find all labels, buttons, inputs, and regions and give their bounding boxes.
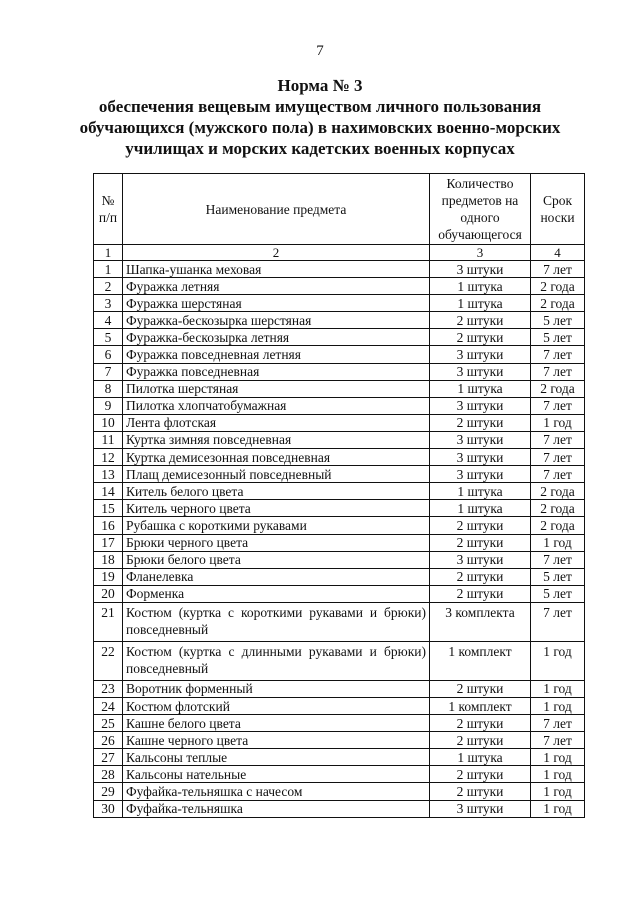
table-row <box>94 380 585 397</box>
cell-no: 8 <box>94 380 123 397</box>
cell-no: 18 <box>94 551 123 568</box>
cell-no: 20 <box>94 585 123 602</box>
column-number: 4 <box>531 245 585 261</box>
cell-name: Китель белого цвета <box>123 483 430 500</box>
cell-name: Фуражка-бескозырка шерстяная <box>123 312 430 329</box>
table-row <box>94 749 585 766</box>
table-row <box>94 783 585 800</box>
norm-table <box>93 173 585 818</box>
cell-name: Фланелевка <box>123 568 430 585</box>
title-line-2: обеспечения вещевым имуществом личного пользования <box>98 97 542 116</box>
cell-no: 16 <box>94 517 123 534</box>
cell-term: 2 года <box>531 278 585 295</box>
cell-no: 15 <box>94 500 123 517</box>
cell-no: 7 <box>94 363 123 380</box>
cell-no: 14 <box>94 483 123 500</box>
table-row <box>94 483 585 500</box>
cell-name: Фуражка повседневная летняя <box>123 346 430 363</box>
header-term: Срок носки <box>531 174 585 245</box>
cell-no: 29 <box>94 783 123 800</box>
cell-name: Китель черного цвета <box>123 500 430 517</box>
cell-no: 4 <box>94 312 123 329</box>
cell-name: Кашне черного цвета <box>123 732 430 749</box>
cell-term: 5 лет <box>531 312 585 329</box>
cell-qty: 2 штуки <box>430 568 531 585</box>
table-row <box>94 800 585 817</box>
cell-name: Фуфайка-тельняшка <box>123 800 430 817</box>
document-title <box>0 75 640 159</box>
cell-no: 10 <box>94 414 123 431</box>
table-header-row <box>94 174 585 245</box>
cell-term: 2 года <box>531 500 585 517</box>
cell-name: Шапка-ушанка меховая <box>123 261 430 278</box>
cell-no: 12 <box>94 449 123 466</box>
table-row <box>94 278 585 295</box>
column-number: 3 <box>430 245 531 261</box>
table-row <box>94 500 585 517</box>
table-row <box>94 697 585 714</box>
cell-no: 25 <box>94 715 123 732</box>
table-row <box>94 534 585 551</box>
title-line-3: обучающихся (мужского пола) в нахимовских военно-морских <box>79 118 561 137</box>
cell-name: Форменка <box>123 585 430 602</box>
cell-qty: 2 штуки <box>430 534 531 551</box>
cell-term: 7 лет <box>531 715 585 732</box>
cell-term: 2 года <box>531 517 585 534</box>
cell-term: 5 лет <box>531 329 585 346</box>
table-row <box>94 363 585 380</box>
cell-qty: 3 комплекта <box>430 602 531 641</box>
cell-qty: 2 штуки <box>430 680 531 697</box>
cell-no: 9 <box>94 397 123 414</box>
cell-term: 2 года <box>531 380 585 397</box>
cell-qty: 2 штуки <box>430 517 531 534</box>
table-row <box>94 602 585 641</box>
cell-qty: 3 штуки <box>430 431 531 448</box>
table-body <box>94 261 585 818</box>
cell-term: 1 год <box>531 534 585 551</box>
cell-no: 26 <box>94 732 123 749</box>
cell-term: 2 года <box>531 295 585 312</box>
cell-no: 23 <box>94 680 123 697</box>
cell-term: 7 лет <box>531 551 585 568</box>
cell-term: 7 лет <box>531 449 585 466</box>
cell-name: Пилотка шерстяная <box>123 380 430 397</box>
cell-qty: 3 штуки <box>430 466 531 483</box>
cell-qty: 1 штука <box>430 749 531 766</box>
cell-qty: 2 штуки <box>430 732 531 749</box>
table-row <box>94 585 585 602</box>
cell-term: 1 год <box>531 641 585 680</box>
cell-no: 13 <box>94 466 123 483</box>
cell-qty: 3 штуки <box>430 261 531 278</box>
cell-no: 17 <box>94 534 123 551</box>
table-row <box>94 329 585 346</box>
cell-term: 7 лет <box>531 602 585 641</box>
table-row <box>94 414 585 431</box>
cell-name: Пилотка хлопчатобумажная <box>123 397 430 414</box>
table-row <box>94 466 585 483</box>
cell-term: 5 лет <box>531 568 585 585</box>
cell-no: 28 <box>94 766 123 783</box>
column-number-row <box>94 245 585 261</box>
cell-name: Фуфайка-тельняшка с начесом <box>123 783 430 800</box>
cell-term: 5 лет <box>531 585 585 602</box>
cell-qty: 3 штуки <box>430 449 531 466</box>
cell-term: 7 лет <box>531 732 585 749</box>
cell-no: 22 <box>94 641 123 680</box>
cell-term: 1 год <box>531 766 585 783</box>
table-row <box>94 732 585 749</box>
cell-term: 7 лет <box>531 431 585 448</box>
cell-name: Кальсоны теплые <box>123 749 430 766</box>
cell-qty: 2 штуки <box>430 715 531 732</box>
cell-no: 21 <box>94 602 123 641</box>
header-name: Наименование предмета <box>123 174 430 245</box>
cell-qty: 2 штуки <box>430 585 531 602</box>
title-line-4: училищах и морских кадетских военных корпусах <box>125 139 515 158</box>
page-number: 7 <box>316 43 324 59</box>
cell-no: 6 <box>94 346 123 363</box>
cell-name: Фуражка-бескозырка летняя <box>123 329 430 346</box>
cell-term: 7 лет <box>531 261 585 278</box>
cell-qty: 2 штуки <box>430 329 531 346</box>
table-row <box>94 449 585 466</box>
cell-term: 1 год <box>531 414 585 431</box>
cell-name: Плащ демисезонный повседневный <box>123 466 430 483</box>
header-no: № п/п <box>94 174 123 245</box>
cell-term: 1 год <box>531 680 585 697</box>
cell-qty: 2 штуки <box>430 783 531 800</box>
cell-qty: 3 штуки <box>430 363 531 380</box>
cell-term: 1 год <box>531 697 585 714</box>
cell-name: Рубашка с короткими рукавами <box>123 517 430 534</box>
cell-qty: 3 штуки <box>430 397 531 414</box>
cell-name: Костюм (куртка с длинными рукавами и брюки) повседневный <box>123 641 430 680</box>
cell-qty: 1 штука <box>430 500 531 517</box>
cell-no: 2 <box>94 278 123 295</box>
cell-term: 7 лет <box>531 346 585 363</box>
column-number: 2 <box>123 245 430 261</box>
cell-qty: 1 комплект <box>430 697 531 714</box>
table-row <box>94 397 585 414</box>
cell-qty: 3 штуки <box>430 551 531 568</box>
cell-no: 1 <box>94 261 123 278</box>
cell-no: 19 <box>94 568 123 585</box>
cell-no: 30 <box>94 800 123 817</box>
title-line-1: Норма № 3 <box>277 76 363 95</box>
cell-qty: 1 штука <box>430 380 531 397</box>
cell-term: 1 год <box>531 800 585 817</box>
cell-qty: 2 штуки <box>430 766 531 783</box>
cell-name: Куртка демисезонная повседневная <box>123 449 430 466</box>
cell-name: Костюм флотский <box>123 697 430 714</box>
cell-term: 1 год <box>531 783 585 800</box>
header-qty: Количество предметов на одного обучающегося <box>430 174 531 245</box>
table-row <box>94 551 585 568</box>
cell-term: 2 года <box>531 483 585 500</box>
cell-no: 3 <box>94 295 123 312</box>
cell-term: 7 лет <box>531 363 585 380</box>
cell-qty: 3 штуки <box>430 800 531 817</box>
cell-no: 24 <box>94 697 123 714</box>
cell-qty: 2 штуки <box>430 312 531 329</box>
cell-name: Кашне белого цвета <box>123 715 430 732</box>
table-row <box>94 312 585 329</box>
cell-name: Брюки черного цвета <box>123 534 430 551</box>
cell-term: 7 лет <box>531 397 585 414</box>
cell-term: 7 лет <box>531 466 585 483</box>
cell-qty: 3 штуки <box>430 346 531 363</box>
cell-qty: 1 штука <box>430 278 531 295</box>
cell-no: 11 <box>94 431 123 448</box>
cell-term: 1 год <box>531 749 585 766</box>
cell-name: Брюки белого цвета <box>123 551 430 568</box>
table-row <box>94 766 585 783</box>
table-row <box>94 680 585 697</box>
table-row <box>94 431 585 448</box>
cell-qty: 2 штуки <box>430 414 531 431</box>
cell-name: Фуражка шерстяная <box>123 295 430 312</box>
cell-name: Кальсоны нательные <box>123 766 430 783</box>
cell-no: 5 <box>94 329 123 346</box>
cell-name: Фуражка повседневная <box>123 363 430 380</box>
column-number: 1 <box>94 245 123 261</box>
table-row <box>94 295 585 312</box>
cell-no: 27 <box>94 749 123 766</box>
cell-qty: 1 комплект <box>430 641 531 680</box>
table-row <box>94 715 585 732</box>
cell-qty: 1 штука <box>430 295 531 312</box>
cell-qty: 1 штука <box>430 483 531 500</box>
cell-name: Лента флотская <box>123 414 430 431</box>
cell-name: Куртка зимняя повседневная <box>123 431 430 448</box>
cell-name: Фуражка летняя <box>123 278 430 295</box>
table-row <box>94 641 585 680</box>
table-row <box>94 346 585 363</box>
cell-name: Воротник форменный <box>123 680 430 697</box>
cell-name: Костюм (куртка с короткими рукавами и брюки) повседневный <box>123 602 430 641</box>
table-row <box>94 568 585 585</box>
table-row <box>94 261 585 278</box>
table-row <box>94 517 585 534</box>
